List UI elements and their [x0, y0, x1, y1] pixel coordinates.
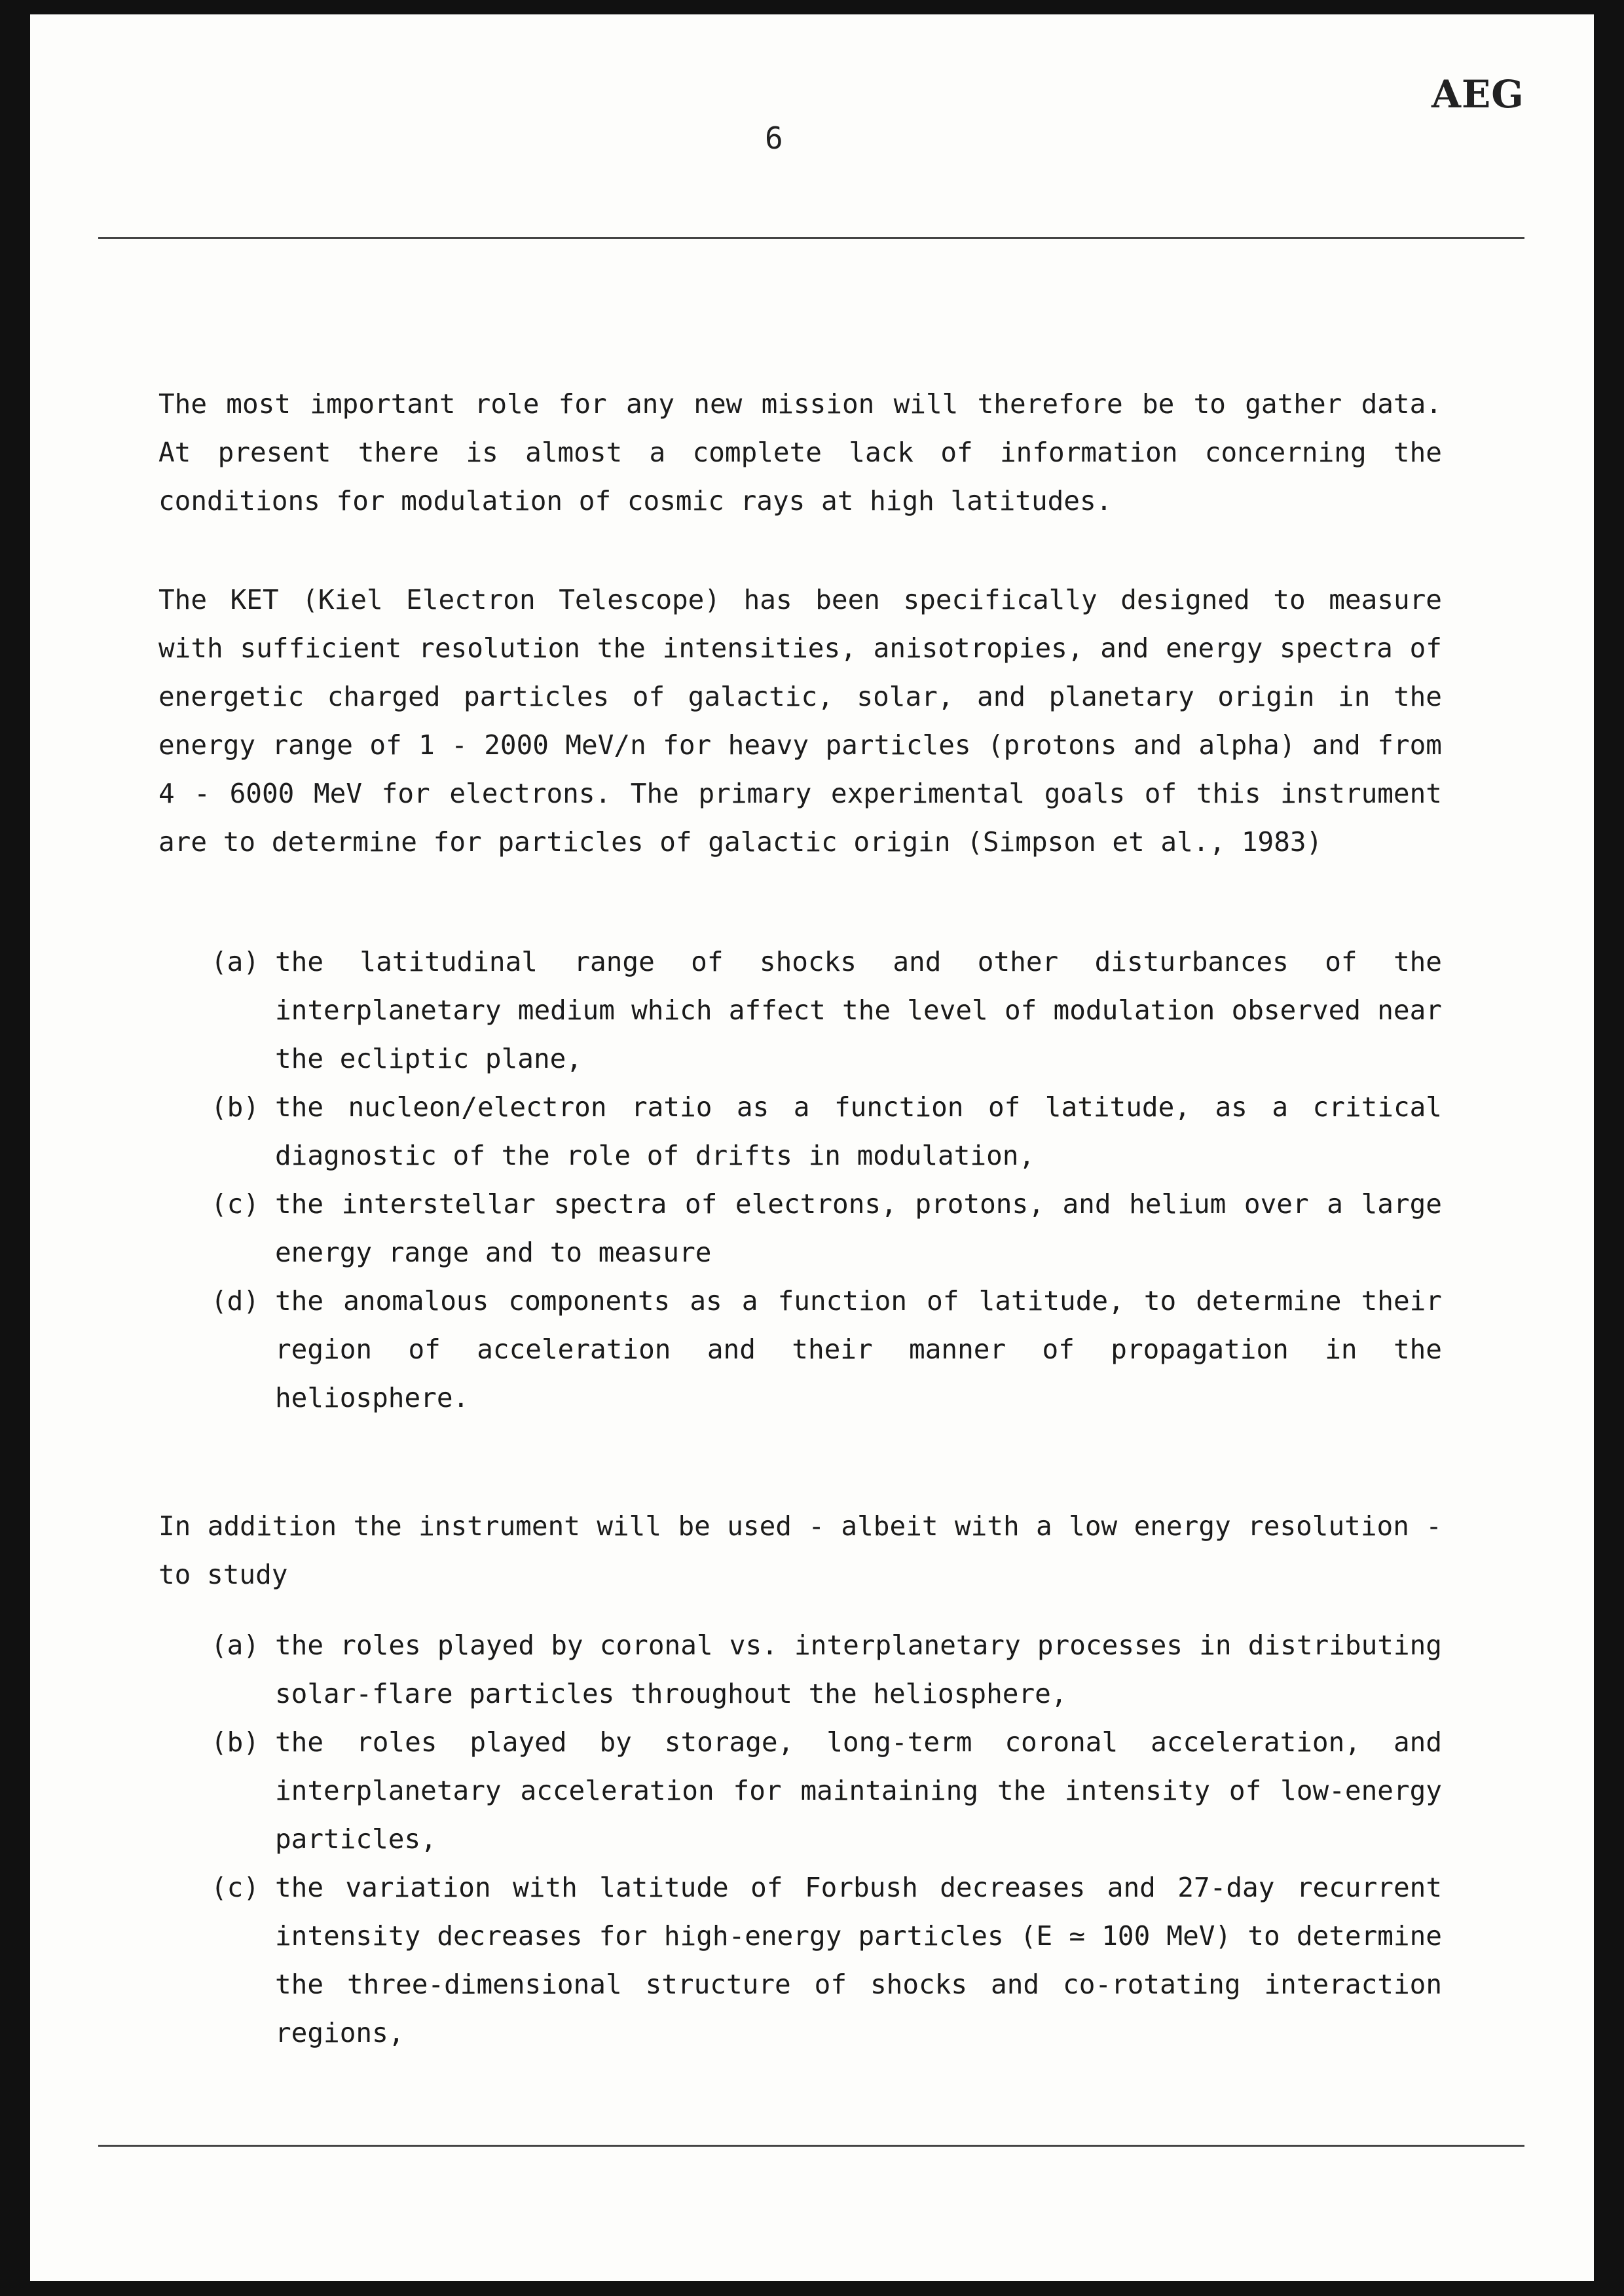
list-item-text: the latitudinal range of shocks and other disturbances of the interplanetary medium which affect the level of modulation observed near the ecliptic plane, [275, 946, 1442, 1074]
page-number: 6 [765, 120, 783, 156]
paragraph-additional-study: In addition the instrument will be used - albeit with a low energy resolution - to study [158, 1510, 1442, 1590]
list-marker: (a) [211, 946, 260, 977]
list-item [211, 1863, 1442, 2057]
list-item-text: the interstellar spectra of electrons, protons, and helium over a large energy range and to measure [275, 1188, 1442, 1268]
list-item [211, 1277, 1442, 1422]
header-rule [98, 237, 1524, 239]
list-item [211, 938, 1442, 1083]
aeg-logo: AEG [1431, 72, 1524, 117]
footer-rule [98, 2145, 1524, 2147]
goals-list [211, 938, 1442, 1422]
list-item [211, 1621, 1442, 1718]
list-marker: (c) [211, 1872, 260, 1903]
study-list [211, 1621, 1442, 2057]
list-item-text: the roles played by coronal vs. interplanetary processes in distributing solar-flare particles throughout the heliosphere, [275, 1630, 1442, 1709]
list-item [211, 1083, 1442, 1180]
list-item-text: the variation with latitude of Forbush decreases and 27-day recurrent intensity decreases for high-energy particles (E ≃ 100 MeV) to determine the three-dimensional structure of shocks and co-rotating interaction regions, [275, 1872, 1442, 2049]
document-page [30, 14, 1594, 2281]
list-item [211, 1718, 1442, 1863]
list-item [211, 1180, 1442, 1277]
list-item-text: the nucleon/electron ratio as a function of latitude, as a critical diagnostic of the role of drifts in modulation, [275, 1091, 1442, 1171]
list-item-text: the roles played by storage, long-term coronal acceleration, and interplanetary acceleration for maintaining the intensity of low-energy particles, [275, 1726, 1442, 1855]
list-item-text: the anomalous components as a function of latitude, to determine their region of acceleration and their manner of propagation in the heliosphere. [275, 1285, 1442, 1413]
list-marker: (b) [211, 1726, 260, 1758]
list-marker: (d) [211, 1285, 260, 1317]
list-marker: (a) [211, 1630, 260, 1661]
paragraph-ket-description: The KET (Kiel Electron Telescope) has been specifically designed to measure with sufficient resolution the intensities, anisotropies, and energy spectra of energetic charged particles of galactic, solar, and planetary origin in the energy range of 1 - 2000 MeV/n for heavy particles (protons and alpha) and from 4 - 6000 MeV for electrons. The primary experimental goals of this instrument are to determine for particles of galactic origin (Simpson et al., 1983) [158, 584, 1442, 858]
paragraph-mission-role: The most important role for any new mission will therefore be to gather data. At present there is almost a complete lack of information concerning the conditions for modulation of cosmic rays at high latitudes. [158, 388, 1442, 517]
list-marker: (b) [211, 1091, 260, 1123]
list-marker: (c) [211, 1188, 260, 1220]
